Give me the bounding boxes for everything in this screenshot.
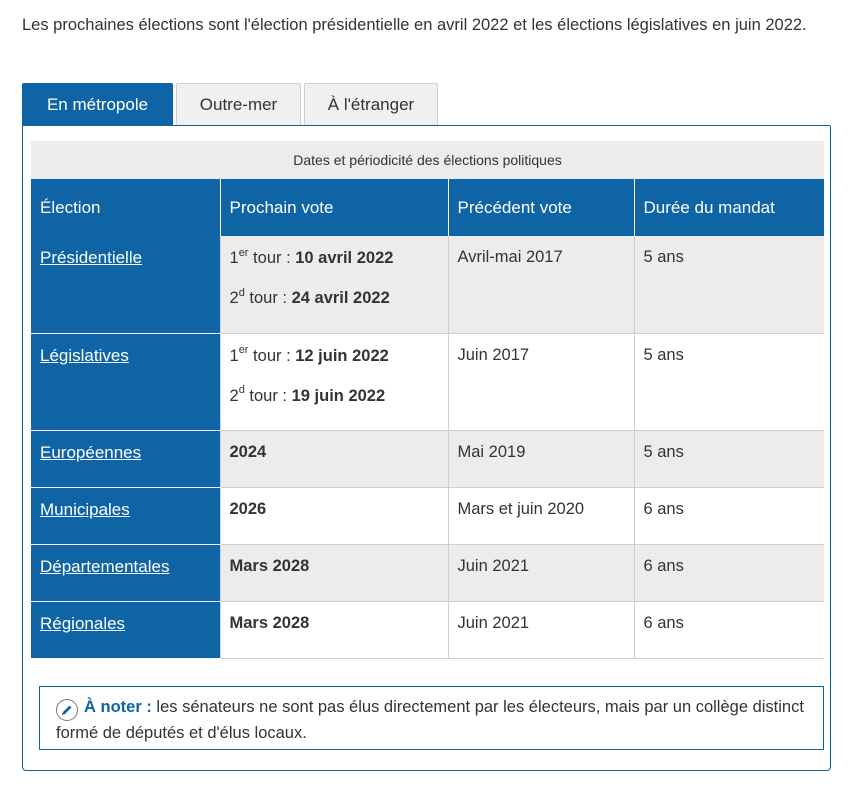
pencil-icon — [56, 699, 78, 721]
col-header-previous-vote: Précédent vote — [448, 179, 634, 236]
tab-panel — [22, 125, 831, 771]
tab-outre-mer[interactable]: Outre-mer — [176, 83, 301, 126]
link-legislatives[interactable]: Législatives — [40, 345, 129, 365]
link-presidentielle[interactable]: Présidentielle — [40, 248, 143, 267]
table-caption: Dates et périodicité des élections politiques — [31, 141, 824, 179]
duration-cell: 5 ans — [634, 333, 824, 430]
table-row — [31, 236, 824, 333]
note-text: les sénateurs ne sont pas élus directement par les électeurs, mais par un collège distinct formé de députés et d'élus locaux. — [56, 698, 809, 742]
next-vote-cell — [220, 236, 448, 333]
table-row — [31, 430, 824, 487]
previous-vote-cell: Juin 2017 — [448, 333, 634, 430]
note-title: À noter : — [84, 698, 152, 716]
previous-vote-cell: Mai 2019 — [448, 430, 634, 487]
link-departementales[interactable]: Départementales — [40, 556, 170, 576]
tab-metropole[interactable]: En métropole — [22, 83, 173, 126]
duration-cell: 6 ans — [634, 601, 824, 658]
col-header-next-vote: Prochain vote — [220, 179, 448, 236]
previous-vote-cell: Avril-mai 2017 — [448, 236, 634, 333]
round-1: 1er tour : 12 juin 2022 — [229, 344, 389, 365]
round-2: 2$^d$ tour : 24 avril 2022 — [229, 286, 390, 307]
link-municipales[interactable]: Municipales — [40, 499, 130, 519]
table-row — [31, 333, 824, 430]
col-header-duration: Durée du mandat — [634, 179, 824, 236]
previous-vote-cell: Mars et juin 2020 — [448, 487, 634, 544]
next-vote-cell: 2024 — [220, 430, 448, 487]
duration-cell: 5 ans — [634, 236, 824, 333]
duration-cell: 5 ans — [634, 430, 824, 487]
next-vote-cell: 2026 — [220, 487, 448, 544]
link-europeennes[interactable]: Européennes — [40, 442, 142, 462]
round-2: 2$^d$ tour : 19 juin 2022 — [229, 384, 386, 405]
link-regionales[interactable]: Régionales — [40, 613, 126, 633]
elections-table — [31, 141, 824, 659]
table-row — [31, 601, 824, 658]
region-tabs — [22, 83, 438, 126]
duration-cell: 6 ans — [634, 487, 824, 544]
col-header-election: Élection — [31, 179, 220, 236]
round-1: 1er tour : 10 avril 2022 — [229, 246, 394, 267]
previous-vote-cell: Juin 2021 — [448, 544, 634, 601]
duration-cell: 6 ans — [634, 544, 824, 601]
tab-etranger[interactable]: À l'étranger — [304, 83, 438, 126]
table-row — [31, 544, 824, 601]
next-vote-cell: Mars 2028 — [220, 544, 448, 601]
table-row — [31, 487, 824, 544]
note-box — [39, 686, 824, 750]
next-vote-cell: Mars 2028 — [220, 601, 448, 658]
next-vote-cell — [220, 333, 448, 430]
intro-text: Les prochaines élections sont l'élection présidentielle en avril 2022 et les élections législatives en juin 2022. — [22, 16, 807, 34]
previous-vote-cell: Juin 2021 — [448, 601, 634, 658]
